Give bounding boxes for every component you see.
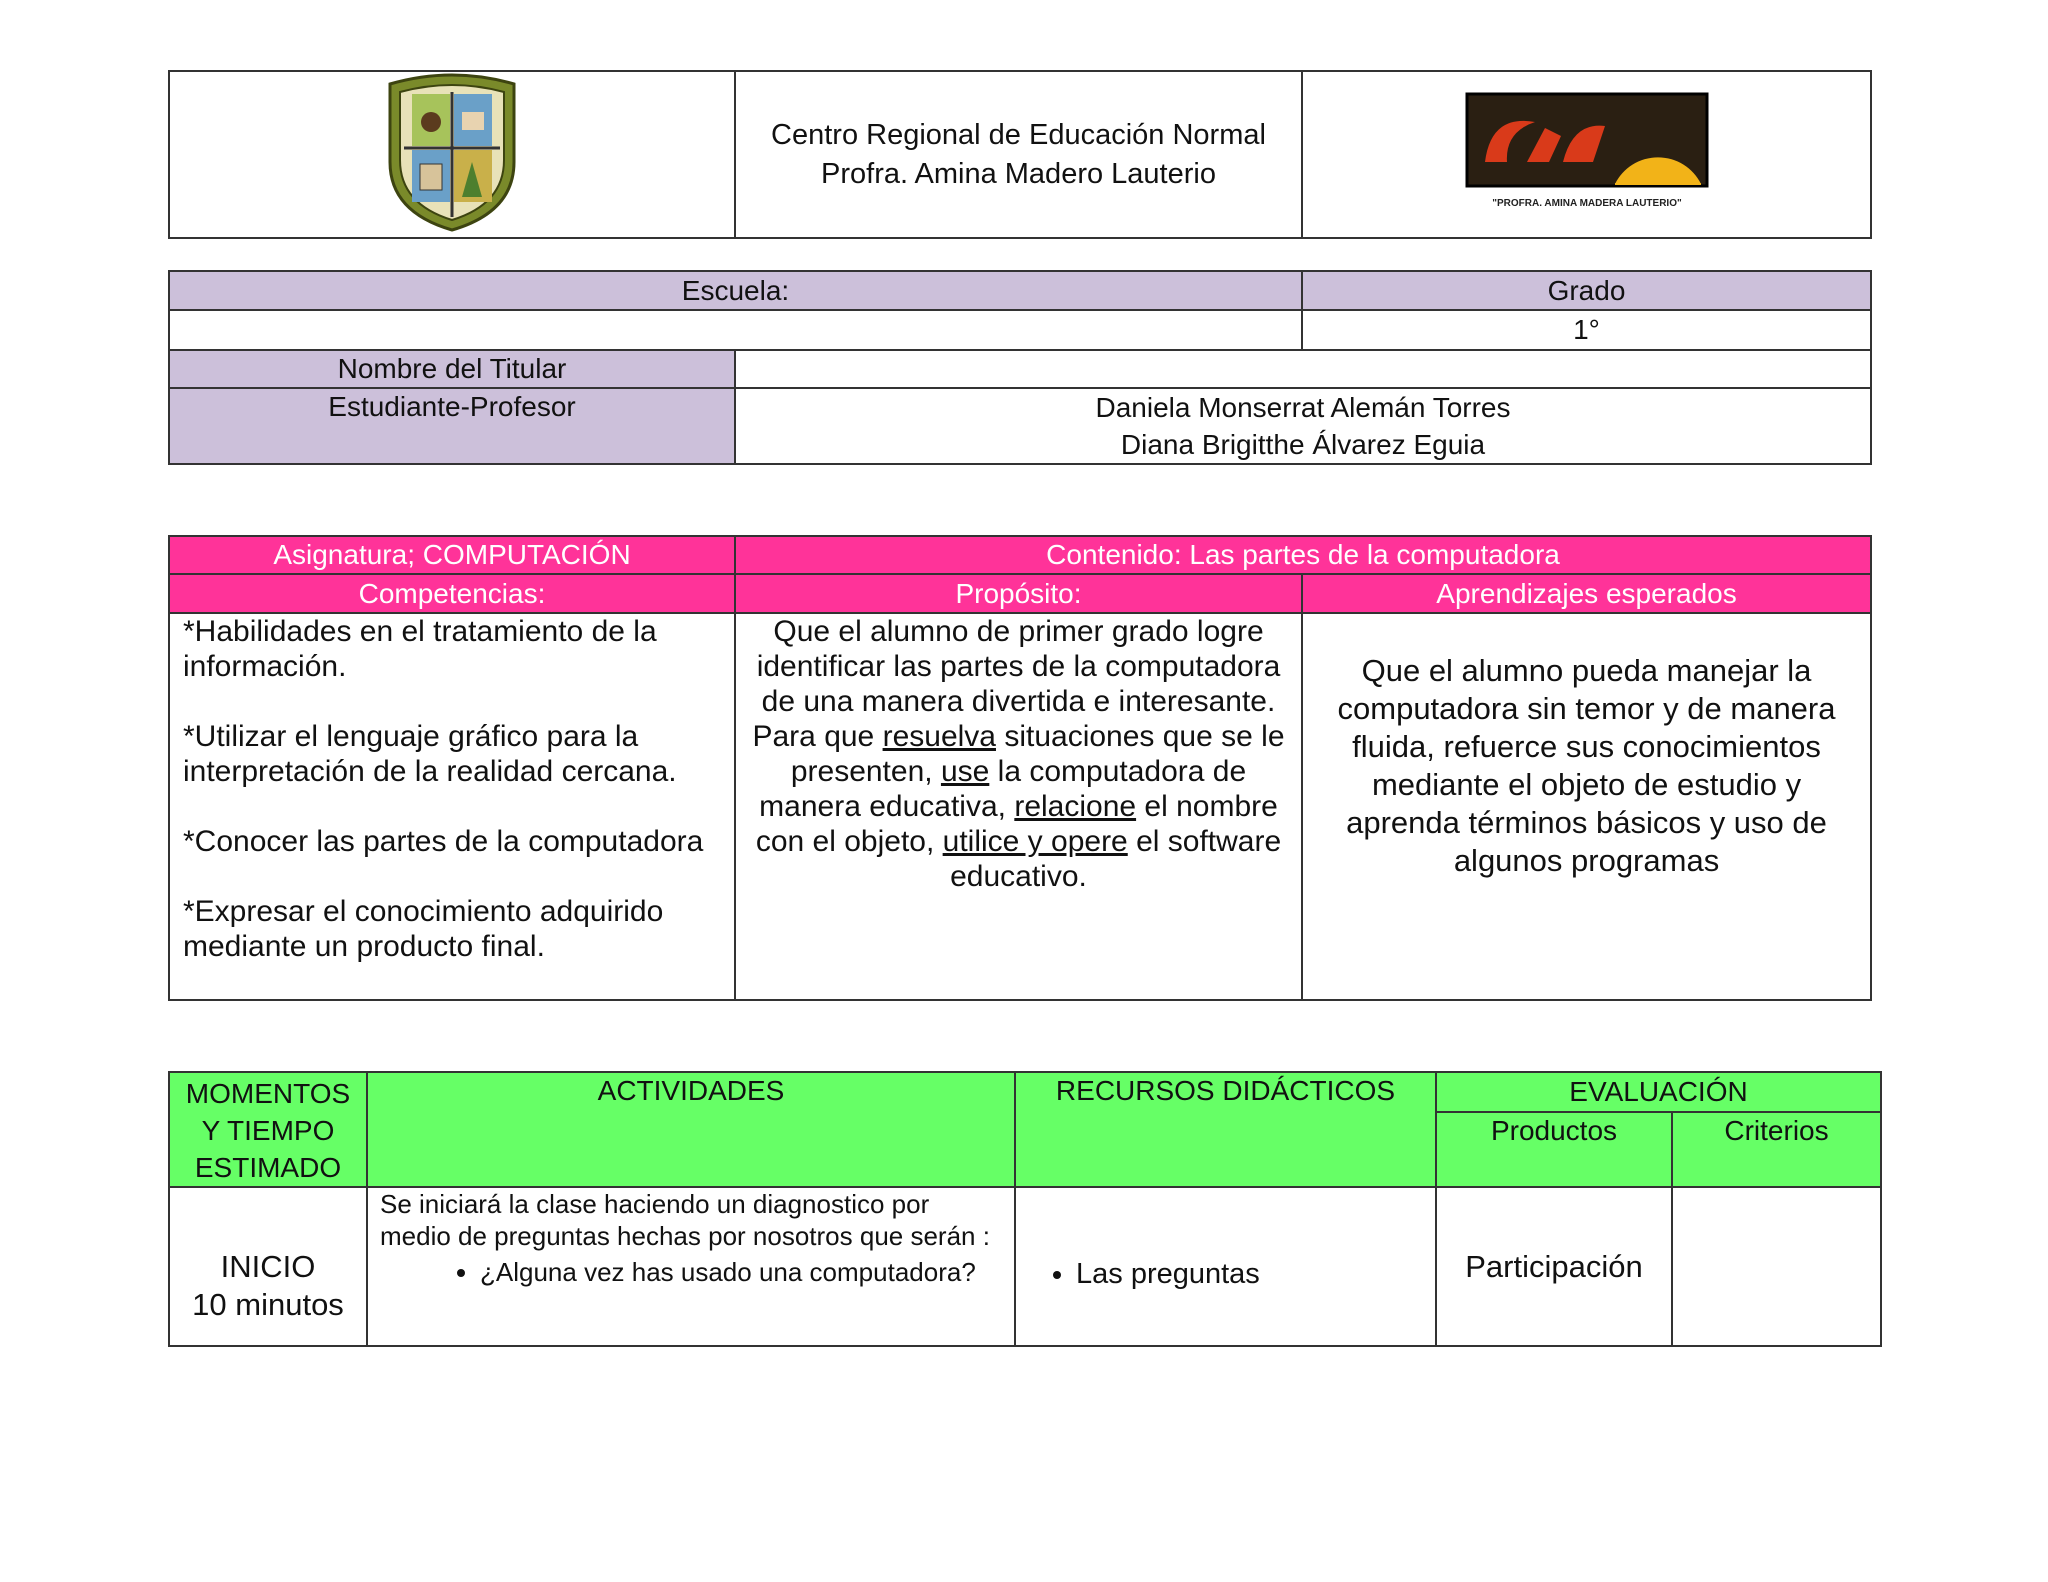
activity-text: Se iniciará la clase haciendo un diagnostico por medio de preguntas hechas por nosotros que serán :	[380, 1189, 990, 1251]
moment-name: INICIO	[220, 1249, 316, 1284]
purpose-keyword: resuelva	[882, 720, 996, 753]
teacher-value	[735, 350, 1871, 388]
subject-label: Asignatura; COMPUTACIÓN	[169, 536, 735, 574]
student-names-cell	[735, 388, 1871, 464]
resource-item: • Las preguntas	[1076, 1258, 1435, 1291]
purpose-text: situaciones que se le presenten,	[790, 720, 1285, 788]
purpose-keyword: use	[940, 755, 990, 788]
student-label: Estudiante-Profesor	[169, 388, 735, 464]
activity-row	[169, 1187, 1881, 1346]
cren-logo-icon	[1465, 92, 1709, 212]
competency-item: *Conocer las partes de la computadora	[183, 825, 704, 858]
moments-header-line: ESTIMADO	[194, 1152, 342, 1183]
institution-patron: Profra. Amina Madero Lauterio	[821, 157, 1216, 190]
learning-text: Que el alumno pueda manejar la computadora sin temor y de manera fluida, refuerce sus conocimientos mediante el objeto de estudio y aprenda términos básicos y uso de algunos programas	[1337, 653, 1836, 878]
evaluation-header: EVALUACIÓN	[1436, 1072, 1881, 1112]
purpose-cell	[735, 613, 1302, 1000]
products-header: Productos	[1436, 1112, 1672, 1187]
competency-item: *Habilidades en el tratamiento de la información.	[183, 615, 657, 683]
competency-item: *Expresar el conocimiento adquirido mediante un producto final.	[183, 895, 664, 963]
subject-table	[168, 535, 1872, 1001]
institution-cell	[735, 71, 1302, 238]
resources-header: RECURSOS DIDÁCTICOS	[1015, 1072, 1436, 1187]
competencies-header: Competencias:	[169, 574, 735, 613]
school-value	[169, 310, 1302, 350]
moments-header	[169, 1072, 367, 1187]
activity-cell	[367, 1187, 1015, 1346]
product-cell: Participación	[1436, 1187, 1672, 1346]
activity-item: • ¿Alguna vez has usado una computadora?	[480, 1256, 1004, 1288]
activities-table	[168, 1071, 1882, 1347]
student-name: Diana Brigitthe Álvarez Eguia	[1120, 429, 1486, 460]
logo-caption: "PROFRA. AMINA MADERA LAUTERIO"	[1491, 198, 1682, 209]
purpose-keyword: utilice y opere	[942, 825, 1128, 858]
institution-name: Centro Regional de Educación Normal	[771, 118, 1266, 151]
activities-header: ACTIVIDADES	[367, 1072, 1015, 1187]
moments-header-line: Y TIEMPO	[201, 1115, 335, 1146]
teacher-label: Nombre del Titular	[169, 350, 735, 388]
moment-time: 10 minutos	[192, 1287, 344, 1322]
purpose-header: Propósito:	[735, 574, 1302, 613]
student-name: Daniela Monserrat Alemán Torres	[1095, 392, 1511, 423]
moments-header-line: MOMENTOS	[185, 1078, 351, 1109]
info-table	[168, 270, 1872, 465]
left-logo-cell	[169, 71, 735, 238]
purpose-text: el software educativo.	[950, 825, 1282, 893]
purpose-text: el nombre con el objeto,	[755, 790, 1278, 858]
competency-item: *Utilizar el lenguaje gráfico para la interpretación de la realidad cercana.	[183, 720, 677, 788]
right-logo-cell	[1302, 71, 1871, 238]
grade-label: Grado	[1302, 271, 1871, 310]
grade-value: 1°	[1302, 310, 1871, 350]
activity-list	[380, 1256, 1004, 1288]
purpose-keyword: relacione	[1014, 790, 1137, 823]
content-label: Contenido: Las partes de la computadora	[735, 536, 1871, 574]
header-table	[168, 70, 1872, 239]
competencies-cell	[169, 613, 735, 1000]
moment-cell	[169, 1187, 367, 1346]
resource-cell	[1015, 1187, 1436, 1346]
criteria-cell	[1672, 1187, 1881, 1346]
purpose-text: Que el alumno de primer grado logre identificar las partes de la computadora de una manera divertida e interesante. Para que	[752, 615, 1281, 753]
criteria-header: Criterios	[1672, 1112, 1881, 1187]
learning-header: Aprendizajes esperados	[1302, 574, 1871, 613]
resource-list	[1016, 1258, 1435, 1291]
school-crest-icon	[382, 72, 522, 232]
learning-cell	[1302, 613, 1871, 1000]
school-label: Escuela:	[169, 271, 1302, 310]
purpose-text: la computadora de manera educativa,	[759, 755, 1247, 823]
